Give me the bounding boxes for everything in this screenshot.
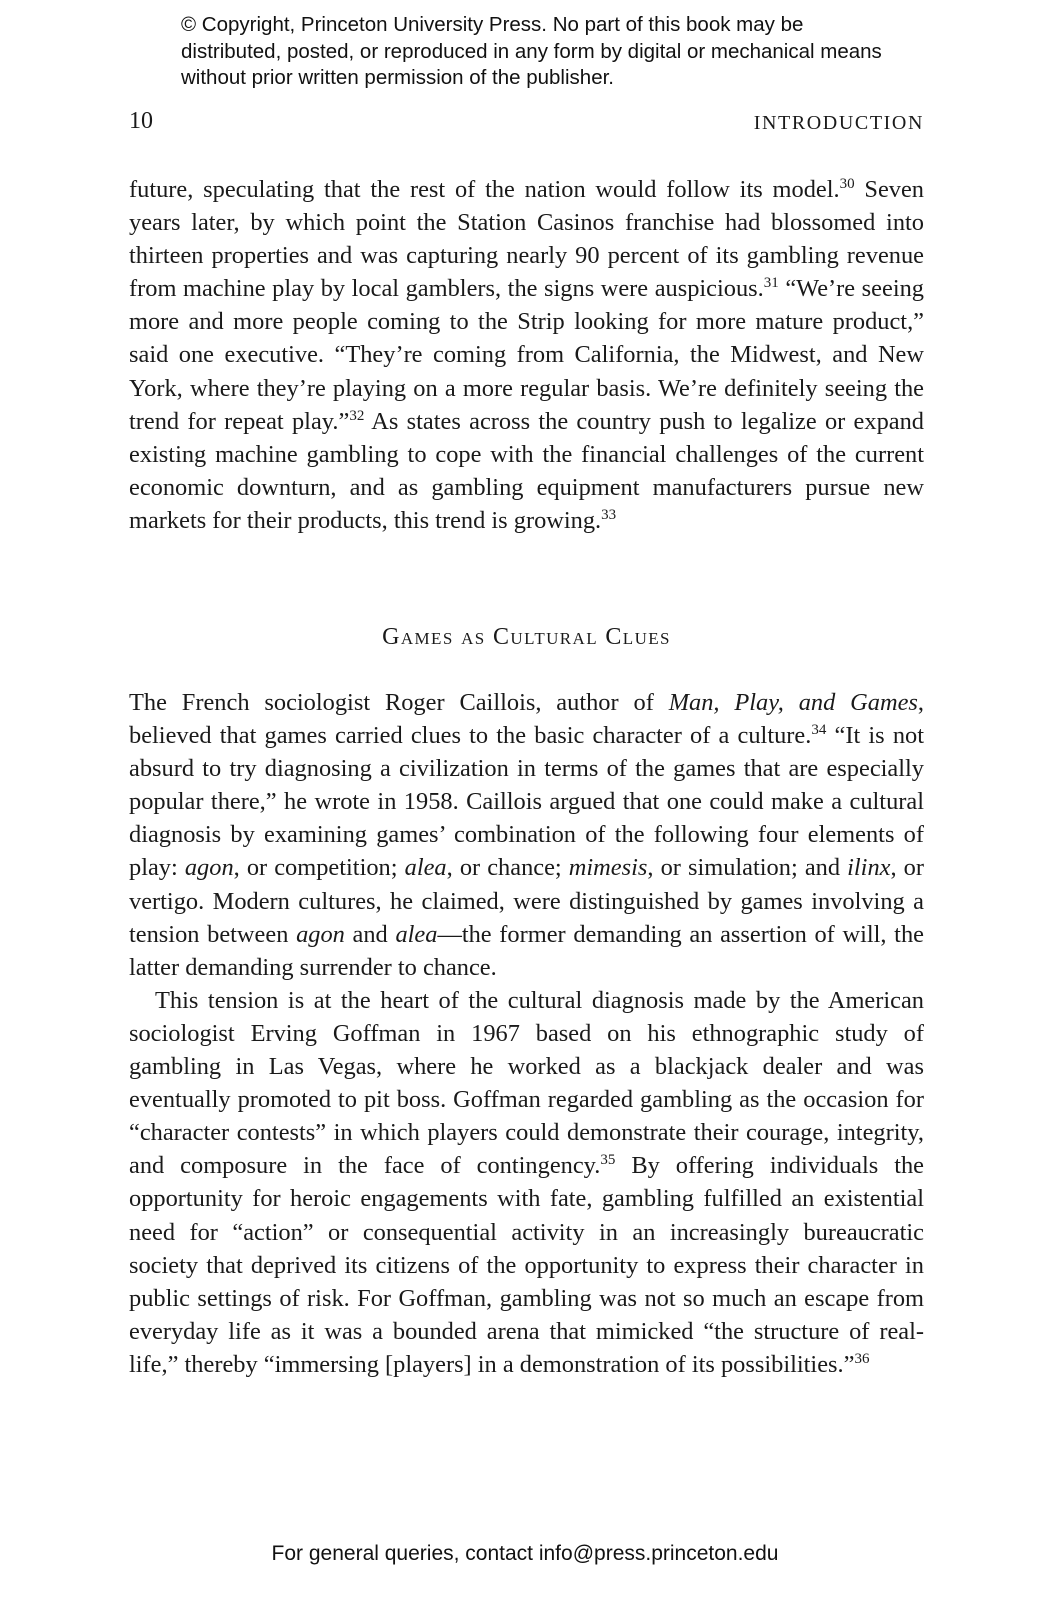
text-block-bottom — [129, 686, 924, 1381]
paragraph-3 — [129, 984, 924, 1381]
paragraph-2-text-5: , or chance; — [446, 854, 569, 882]
copyright-notice: © Copyright, Princeton University Press. No part of this book may be distributed, posted, or reproduced in any form by digital or mechanical means without prior written permission of the publisher. — [181, 13, 882, 89]
term-agon-2: agon — [296, 920, 345, 948]
running-head — [129, 108, 924, 138]
footnote-ref-31: 31 — [763, 275, 779, 292]
running-title: INTRODUCTION — [753, 112, 924, 134]
paragraph-1 — [129, 173, 924, 537]
text-block-top — [129, 173, 924, 537]
paragraph-2-text-7: , or vertigo. Modern cultures, he claimed, were distinguished by games involving a tension between — [129, 854, 924, 948]
book-title: Man, Play, and Games — [668, 689, 918, 716]
paragraph-2-text-8: and — [344, 920, 396, 948]
paragraph-2-text-6: , or simulation; and — [647, 854, 848, 882]
page-number: 10 — [129, 108, 153, 134]
paragraph-3-text-1: This tension is at the heart of the cultural diagnosis made by the American sociologist Erving Goffman in 1967 based on his ethnographic study of gambling in Las Vegas, where he worked as a blackjack dealer and was eventually promoted to pit boss. Goffman regarded gambling as the occasion for “character contests” in which players could demonstrate their courage, integrity, and composure in the face of contingency. — [129, 986, 924, 1180]
term-mimesis: mimesis — [568, 854, 648, 882]
paragraph-3-text-2: By offering individuals the opportunity for heroic engagements with fate, gambling fulfilled an existential need for “action” or consequential activity in an increasingly bureaucratic society that deprived its citizens of the opportunity to express their character in public settings of risk. For Goffman, gambling was not so much an escape from everyday life as it was a bounded arena that mimicked “the structure of real-life,” thereby “immersing [players] in a demonstration of its possibilities.” — [129, 1152, 924, 1378]
paragraph-1-text-4: As states across the country push to legalize or expand existing machine gambling to cope with the financial challenges of the current economic downturn, and as gambling equipment manufacturers pursue new markets for their products, this trend is growing. — [129, 407, 924, 534]
term-ilinx: ilinx — [847, 854, 891, 882]
footnote-ref-30: 30 — [839, 176, 855, 192]
paragraph-2-text-3: “It is not absurd to try diagnosing a civilization in terms of the games that are especially popular there,” he wrote in 1958. Caillois argued that one could make a cultural diagnosis by examining games’ combination of the following four elements of play: — [129, 722, 925, 882]
paragraph-2-text-1: The French sociologist Roger Caillois, author of — [129, 689, 669, 716]
section-heading: Games as Cultural Clues — [382, 624, 671, 650]
paragraph-1-text-2: Seven years later, by which point the Station Casinos franchise had blossomed into thirteen properties and was capturing nearly 90 percent of its gambling revenue from machine play by local gamblers, the signs were auspicious. — [129, 176, 924, 303]
footnote-ref-34: 34 — [811, 722, 827, 739]
term-alea-2: alea — [395, 920, 438, 948]
paragraph-2-text-4: , or competition; — [233, 854, 405, 882]
paragraph-2-text-2: , believed that games carried clues to the basic character of a culture. — [129, 689, 925, 750]
term-alea: alea — [404, 854, 447, 882]
footer-contact: For general queries, contact info@press.princeton.edu — [271, 1542, 779, 1565]
footnote-ref-35: 35 — [600, 1152, 616, 1169]
footnote-ref-32: 32 — [349, 407, 365, 424]
term-agon: agon — [184, 854, 234, 882]
paragraph-1-text-1: future, speculating that the rest of the nation would follow its model. — [129, 176, 840, 203]
paragraph-2 — [129, 686, 924, 984]
footnote-ref-33: 33 — [601, 506, 617, 523]
paragraph-2-text-9: —the former demanding an assertion of will, the latter demanding surrender to chance. — [129, 920, 924, 981]
footnote-ref-36: 36 — [854, 1350, 870, 1367]
paragraph-1-text-3: “We’re seeing more and more people coming to the Strip looking for more mature product,” said one executive. “They’re coming from California, the Midwest, and New York, where they’re playing on a more regular basis. We’re definitely seeing the trend for repeat play.” — [129, 275, 924, 435]
